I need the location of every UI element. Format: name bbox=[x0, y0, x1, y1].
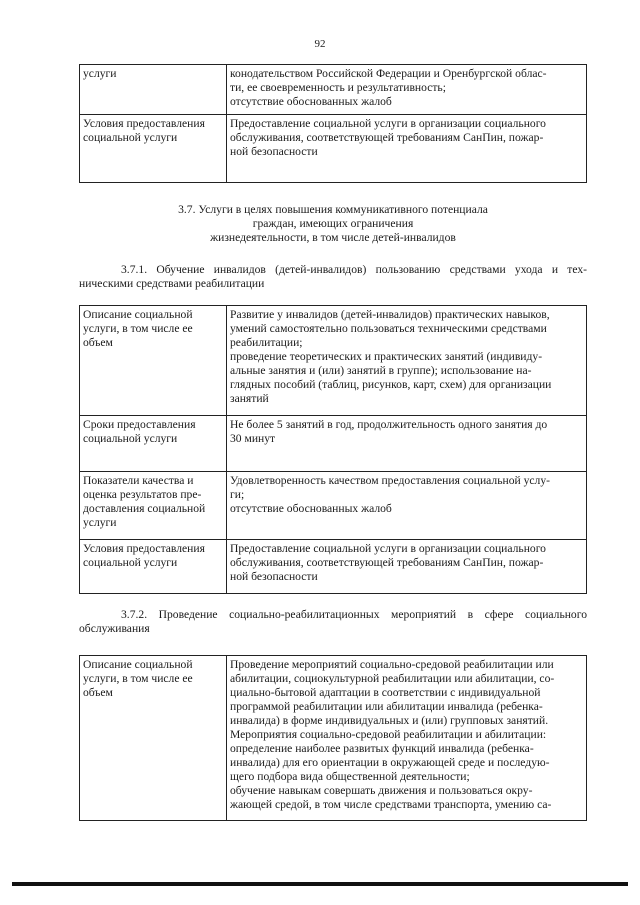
cell-line: Описание социальной bbox=[83, 658, 193, 671]
cell-line: программой реабилитации или абилитации инвалида (ребенка- bbox=[230, 700, 543, 713]
section-paragraph-3-7-1 bbox=[79, 263, 587, 291]
cell-line: социальной услуги bbox=[83, 556, 178, 569]
cell-line: объем bbox=[83, 336, 113, 349]
cell-line: Проведение мероприятий социально-средовой реабилитации или bbox=[230, 658, 554, 671]
table-cell-value bbox=[227, 472, 587, 540]
paragraph-line: обслуживания bbox=[79, 622, 150, 635]
heading-line: 3.7. Услуги в целях повышения коммуникативного потенциала bbox=[178, 203, 488, 216]
cell-line: доставления социальной bbox=[83, 502, 206, 515]
cell-line: Сроки предоставления bbox=[83, 418, 196, 431]
cell-line: инвалида) для его ориентации в окружающей среде и последую- bbox=[230, 756, 550, 769]
table-cell-label bbox=[80, 656, 227, 821]
page-number: 92 bbox=[314, 38, 326, 50]
cell-line: абилитации, социокультурной реабилитации или абилитации, со- bbox=[230, 672, 555, 685]
cell-line: Удовлетворенность качеством предоставления социальной услу- bbox=[230, 474, 550, 487]
heading-line: граждан, имеющих ограничения bbox=[252, 217, 414, 230]
cell-line: услуги, в том числе ее bbox=[83, 672, 193, 685]
cell-line: ной безопасности bbox=[230, 145, 318, 158]
cell-line: конодательством Российской Федерации и Оренбургской облас- bbox=[230, 67, 547, 80]
table-continued-service bbox=[79, 64, 587, 183]
table-row bbox=[80, 65, 587, 115]
table-cell-value bbox=[227, 115, 587, 183]
table-cell-label bbox=[80, 540, 227, 594]
paragraph-line: ническими средствами реабилитации bbox=[79, 277, 265, 290]
cell-line: Мероприятия социально-средовой реабилитации и абилитации: bbox=[230, 728, 547, 741]
table-row bbox=[80, 306, 587, 416]
cell-line: 30 минут bbox=[230, 432, 276, 445]
cell-line: услуги, в том числе ее bbox=[83, 322, 193, 335]
cell-line: отсутствие обоснованных жалоб bbox=[230, 502, 392, 515]
paragraph-line: 3.7.2. Проведение социально-реабилитационных мероприятий в сфере социального bbox=[121, 608, 587, 621]
cell-line: умений самостоятельно пользоваться техническими средствами bbox=[230, 322, 547, 335]
cell-line: обучение навыкам совершать движения и пользоваться окру- bbox=[230, 784, 533, 797]
bottom-rule bbox=[12, 882, 628, 886]
cell-line: обслуживания, соответствующей требованиям СанПин, пожар- bbox=[230, 131, 544, 144]
table-cell-value bbox=[227, 656, 587, 821]
table-service-3-7-2 bbox=[79, 655, 587, 821]
cell-line: инвалида) в форме индивидуальных и (или) групповых занятий. bbox=[230, 714, 549, 727]
table-cell-value bbox=[227, 306, 587, 416]
table-row bbox=[80, 115, 587, 183]
cell-line: глядных пособий (таблиц, рисунков, карт, схем) для организации bbox=[230, 378, 552, 391]
cell-line: социальной услуги bbox=[83, 432, 178, 445]
cell-line: отсутствие обоснованных жалоб bbox=[230, 95, 392, 108]
cell-line: ги; bbox=[230, 488, 245, 501]
cell-line: Показатели качества и bbox=[83, 474, 194, 487]
cell-line: Не более 5 занятий в год, продолжительность одного занятия до bbox=[230, 418, 548, 431]
table-cell-value bbox=[227, 65, 587, 115]
cell-line: объем bbox=[83, 686, 113, 699]
cell-line: оценка результатов пре- bbox=[83, 488, 202, 501]
table-row bbox=[80, 540, 587, 594]
table-row bbox=[80, 656, 587, 821]
cell-line: услуги bbox=[83, 516, 117, 529]
table-row bbox=[80, 416, 587, 472]
table-service-3-7-1 bbox=[79, 305, 587, 594]
cell-line: Описание социальной bbox=[83, 308, 193, 321]
cell-line: определение наиболее развитых функций инвалида (ребенка- bbox=[230, 742, 534, 755]
cell-line: циально-бытовой адаптации в соответствии с индивидуальной bbox=[230, 686, 541, 699]
cell-line: ти, ее своевременность и результативность; bbox=[230, 81, 446, 94]
table-cell-label bbox=[80, 115, 227, 183]
section-paragraph-3-7-2 bbox=[79, 608, 587, 636]
paragraph-line: 3.7.1. Обучение инвалидов (детей-инвалидов) пользованию средствами ухода и тех- bbox=[121, 263, 587, 276]
cell-line: альные занятия и (или) занятий в группе); использование на- bbox=[230, 364, 532, 377]
table-cell-label bbox=[80, 306, 227, 416]
cell-line: щего подбора вида общественной деятельности; bbox=[230, 770, 470, 783]
cell-line: Предоставление социальной услуги в организации социального bbox=[230, 542, 546, 555]
cell-line: реабилитации; bbox=[230, 336, 303, 349]
heading-line: жизнедеятельности, в том числе детей-инвалидов bbox=[210, 231, 456, 244]
cell-line: проведение теоретических и практических занятий (индивиду- bbox=[230, 350, 543, 363]
table-row bbox=[80, 472, 587, 540]
cell-line: обслуживания, соответствующей требованиям СанПин, пожар- bbox=[230, 556, 544, 569]
table-cell-label bbox=[80, 416, 227, 472]
cell-line: занятий bbox=[230, 392, 269, 405]
cell-line: Развитие у инвалидов (детей-инвалидов) практических навыков, bbox=[230, 308, 550, 321]
table-cell-value bbox=[227, 416, 587, 472]
cell-line: жающей средой, в том числе средствами транспорта, умению са- bbox=[230, 798, 552, 811]
cell-line: социальной услуги bbox=[83, 131, 178, 144]
table-cell-label bbox=[80, 65, 227, 115]
cell-line: Условия предоставления bbox=[83, 117, 205, 130]
table-cell-value bbox=[227, 540, 587, 594]
cell-line: услуги bbox=[83, 67, 117, 80]
section-heading-3-7 bbox=[79, 203, 587, 245]
table-cell-label bbox=[80, 472, 227, 540]
cell-line: Предоставление социальной услуги в организации социального bbox=[230, 117, 546, 130]
cell-line: ной безопасности bbox=[230, 570, 318, 583]
cell-line: Условия предоставления bbox=[83, 542, 205, 555]
